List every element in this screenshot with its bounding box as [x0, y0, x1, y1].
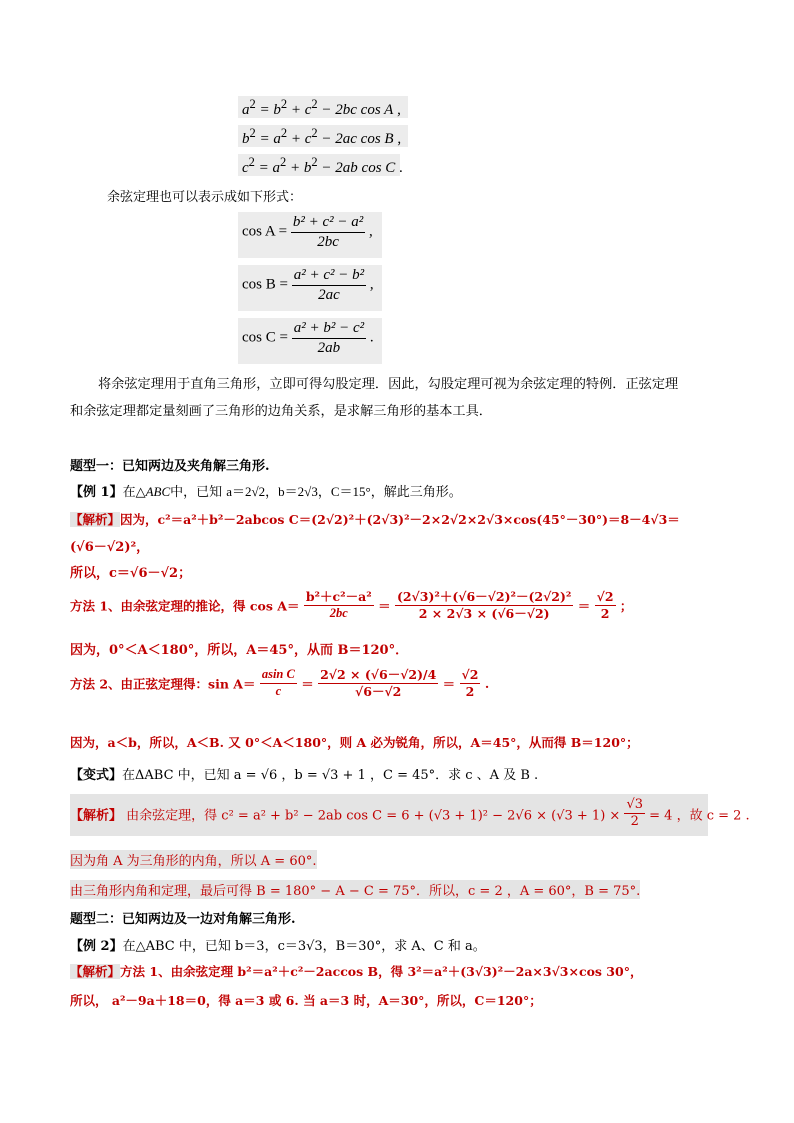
- solution1-line1: 【解析】因为，c²＝a²＋b²－2abcos C＝(2√2)²＋(2√3)²－2×2√2×2√3×cos(45°－30°)＝8－4√3＝: [70, 512, 680, 527]
- cos-form-c: cos C = $\frac{\text{a² + b² − c²}}{2ab}$ .: [242, 320, 374, 356]
- example1: 【例 1】在△ABC中，已知 a＝2√2，b＝2√3，C＝15°，解此三角形。: [70, 484, 462, 500]
- cos-form-a: cos A = $\frac{\text{b² + c² − a²}}{2bc}$ ,: [242, 214, 373, 250]
- solution1-line2: (√6－√2)²，: [70, 540, 150, 555]
- intro-alt-form: 余弦定理也可以表示成如下形式：: [107, 190, 303, 205]
- example2: 【例 2】在△ABC 中，已知 b＝3，c＝3√3，B＝30°，求 A、C 和 a。: [70, 939, 486, 954]
- formula-law-b: $b^2 = a^2 + c^2 - 2ac$ cos B ,: [242, 126, 402, 147]
- variant-solution-line3: 由三角形内角和定理，最后可得 B = 180° − A − C = 75°．所以，c = 2 ，A = 60°，B = 75°.: [70, 880, 640, 899]
- solution1-method2-line2: 因为，a＜b，所以，A＜B. 又 0°＜A＜180°，则 A 必为锐角，所以，A＝45°，从而得 B＝120°；: [70, 735, 639, 750]
- solution1-method1-line2: 因为，0°＜A＜180°，所以，A＝45°，从而 B＝120°．: [70, 643, 409, 658]
- solution2-line1: 【解析】方法 1、由余弦定理 b²＝a²＋c²－2accos B，得 3²＝a²＋(3√3)²－2a×3√3×cos 30°，: [70, 964, 643, 979]
- paragraph-line-1: 将余弦定理用于直角三角形，立即可得勾股定理．因此，勾股定理可视为余弦定理的特例．正弦定理: [98, 377, 679, 392]
- formula-law-c: $c^2 = a^2 + b^2 - 2ab$ cos C .: [242, 155, 403, 176]
- type2-title: 题型二：已知两边及一边对角解三角形.: [70, 912, 296, 927]
- paragraph-line-2: 和余弦定理都定量刻画了三角形的边角关系，是求解三角形的基本工具．: [70, 404, 492, 419]
- solution1-method1: 方法 1、由余弦定理的推论，得 cos A＝ $\frac{\text{b²＋c²－a²}}{2bc}$ ＝ $\frac{\text{(2√3)²＋(√6－√2)²－(2√2)²}}{2 \times 2√3 \times (√6-√2)}$ ＝ $\frac{√2}{2}$ ；: [70, 589, 633, 621]
- variant-solution-line1: 【解析】 由余弦定理，得 c² = a² + b² − 2ab cos C = 6 + (√3 + 1)² − 2√6 × (√3 + 1) × $\frac{√3}{2}$ = 4 ，故 c = 2 .: [70, 797, 750, 830]
- cos-form-b: cos B = $\frac{\text{a² + c² − b²}}{2ac}$ ,: [242, 267, 374, 303]
- formula-law-a: $a^2 = b^2 + c^2 - 2bc$ cos A ,: [242, 97, 401, 118]
- variant-solution-line2: 因为角 A 为三角形的内角，所以 A = 60°.: [70, 850, 317, 869]
- solution2-line2: 所以， a²－9a＋18＝0，得 a＝3 或 6. 当 a＝3 时，A＝30°，所以，C＝120°；: [70, 993, 542, 1008]
- variant: 【变式】在ΔABC 中，已知 a = √6 ，b = √3 + 1 ，C = 45°．求 c 、A 及 B .: [70, 768, 539, 783]
- type1-title: 题型一：已知两边及夹角解三角形.: [70, 459, 270, 474]
- solution1-method2: 方法 2、由正弦定理得：sin A＝ $\frac{\text{asin C}}{c}$ ＝ $\frac{2√2 \times (√6-√2)/4}{√6-√2}$ ＝ $\frac{√2}{2}$ .: [70, 667, 490, 699]
- solution1-line3: 所以，c＝√6－√2；: [70, 566, 192, 581]
